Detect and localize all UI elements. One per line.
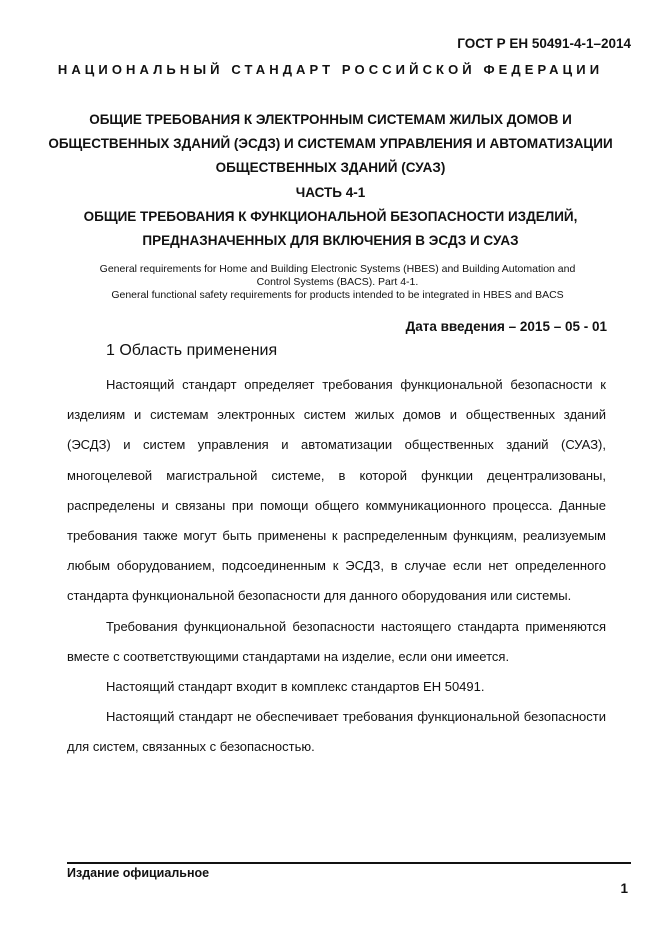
paragraph: Настоящий стандарт не обеспечивает требования функциональной безопасности для систем, связанных с безопасностью. (67, 709, 606, 755)
page-number: 1 (620, 881, 628, 896)
english-title-line: Control Systems (BACS). Part 4-1. (256, 276, 419, 288)
paragraph: Требования функциональной безопасности настоящего стандарта применяются вместе с соответствующими стандартами на изделие, если они имеется. (67, 618, 606, 664)
title-line: ОБЩИЕ ТРЕБОВАНИЯ К ФУНКЦИОНАЛЬНОЙ БЕЗОПАСНОСТИ ИЗДЕЛИЙ, (83, 208, 578, 224)
footer-divider (67, 862, 631, 864)
national-standard-heading: НАЦИОНАЛЬНЫЙ СТАНДАРТ РОССИЙСКОЙ ФЕДЕРАЦИИ (57, 62, 604, 77)
paragraph: Настоящий стандарт определяет требования функциональной безопасности к изделиям и системам электронных систем жилых домов и общественных зданий (ЭСДЗ) и систем управления и автоматизации общественных зданий (СУАЗ), многоцелевой магистральной системе, в которой функции децентрализованы, распределены и связаны при помощи общего коммуникационного процесса. Данные требования также могут быть применены к распределенным функциям, реализуемым любым оборудованием, подсоединенным к ЭСДЗ, в случае если нет определенного стандарта функциональной безопасности для данного оборудования или системы. (67, 377, 606, 604)
title-line: ОБЩЕСТВЕННЫХ ЗДАНИЙ (ЭСДЗ) И СИСТЕМАМ УПРАВЛЕНИЯ И АВТОМАТИЗАЦИИ (48, 136, 613, 152)
section-title: 1 Область применения (106, 342, 278, 359)
title-line: ОБЩЕСТВЕННЫХ ЗДАНИЙ (СУАЗ) (215, 160, 446, 176)
paragraph: Настоящий стандарт входит в комплекс стандартов ЕН 50491. (106, 679, 485, 695)
english-title-line: General functional safety requirements for products intended to be integrated in HBES and BACS (111, 289, 564, 301)
section-body (67, 370, 606, 763)
english-title (70, 263, 605, 302)
english-title-line: General requirements for Home and Building Electronic Systems (HBES) and Building Automation and (99, 263, 576, 275)
title-line: ПРЕДНАЗНАЧЕННЫХ ДЛЯ ВКЛЮЧЕНИЯ В ЭСДЗ И СУАЗ (142, 233, 519, 249)
standard-title (40, 108, 621, 253)
document-code: ГОСТ Р ЕН 50491-4-1–2014 (457, 36, 631, 51)
title-part-line: ЧАСТЬ 4-1 (295, 184, 366, 200)
title-line: ОБЩИЕ ТРЕБОВАНИЯ К ЭЛЕКТРОННЫМ СИСТЕМАМ ЖИЛЫХ ДОМОВ И (89, 112, 572, 127)
edition-label: Издание официальное (67, 866, 210, 880)
introduction-date: Дата введения – 2015 – 05 - 01 (405, 319, 607, 334)
